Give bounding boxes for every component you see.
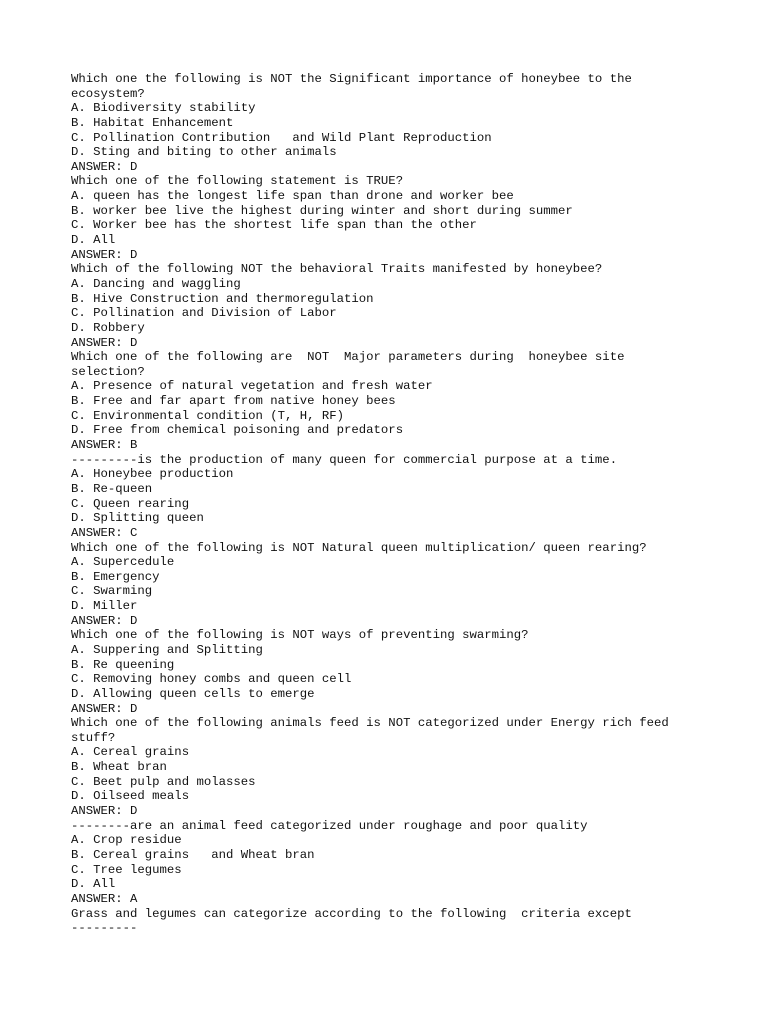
text-line: ANSWER: D — [71, 804, 138, 819]
text-line: C. Queen rearing — [71, 496, 190, 511]
text-line: C. Tree legumes — [71, 862, 182, 877]
text-line: ANSWER: D — [71, 701, 138, 716]
text-line: B. Free and far apart from native honey bees — [71, 394, 396, 409]
text-line: B. Hive Construction and thermoregulation — [71, 291, 374, 306]
text-line: A. Supercedule — [71, 555, 175, 570]
text-line: A. Cereal grains — [71, 745, 190, 760]
text-line: A. Presence of natural vegetation and fresh water — [71, 379, 433, 394]
text-line: D. Sting and biting to other animals — [71, 145, 337, 160]
text-line: selection? — [71, 364, 145, 379]
text-line: A. queen has the longest life span than drone and worker bee — [71, 189, 514, 204]
text-line: C. Swarming — [71, 584, 153, 599]
text-line: stuff? — [71, 730, 116, 745]
document-body — [71, 72, 711, 936]
text-line: B. Re-queen — [71, 481, 153, 496]
text-line: Which one of the following statement is TRUE? — [71, 174, 404, 189]
text-line: C. Beet pulp and molasses — [71, 774, 256, 789]
text-line: A. Suppering and Splitting — [71, 642, 263, 657]
text-line: ANSWER: D — [71, 335, 138, 350]
text-line: A. Crop residue — [71, 833, 182, 848]
text-line: B. Emergency — [71, 569, 160, 584]
text-line: D. All — [71, 877, 116, 892]
text-line: D. All — [71, 233, 116, 248]
text-line: A. Honeybee production — [71, 467, 234, 482]
text-line: Which one of the following is NOT ways of preventing swarming? — [71, 628, 529, 643]
text-line: --------- — [71, 921, 138, 936]
text-line: D. Free from chemical poisoning and predators — [71, 423, 404, 438]
text-line: ecosystem? — [71, 86, 145, 101]
text-line: ---------is the production of many queen for commercial purpose at a time. — [71, 452, 618, 467]
text-line: Which of the following NOT the behavioral Traits manifested by honeybee? — [71, 262, 603, 277]
text-line: ANSWER: A — [71, 891, 138, 906]
text-line: C. Environmental condition (T, H, RF) — [71, 408, 345, 423]
text-line: ANSWER: D — [71, 613, 138, 628]
text-line: C. Removing honey combs and queen cell — [71, 672, 352, 687]
text-line: D. Splitting queen — [71, 511, 204, 526]
text-line: B. Habitat Enhancement — [71, 115, 234, 130]
text-line: Which one of the following are NOT Major parameters during honeybee site — [71, 350, 625, 365]
text-line: A. Biodiversity stability — [71, 101, 256, 116]
text-line: D. Robbery — [71, 320, 145, 335]
text-line: --------are an animal feed categorized under roughage and poor quality — [71, 818, 588, 833]
text-line: Which one the following is NOT the Significant importance of honeybee to the — [71, 72, 632, 86]
text-line: Which one of the following is NOT Natural queen multiplication/ queen rearing? — [71, 540, 647, 555]
text-line: B. Cereal grains and Wheat bran — [71, 847, 315, 862]
text-line: ANSWER: C — [71, 525, 138, 540]
text-line: C. Worker bee has the shortest life span than the other — [71, 218, 477, 233]
text-line: D. Miller — [71, 599, 138, 614]
text-line: D. Allowing queen cells to emerge — [71, 686, 315, 701]
text-line: A. Dancing and waggling — [71, 276, 241, 291]
text-line: Which one of the following animals feed is NOT categorized under Energy rich feed — [71, 716, 669, 731]
text-line: B. Wheat bran — [71, 760, 167, 775]
text-line: D. Oilseed meals — [71, 789, 190, 804]
text-line: Grass and legumes can categorize according to the following criteria except — [71, 906, 632, 921]
text-line: B. Re queening — [71, 657, 175, 672]
text-line: ANSWER: B — [71, 438, 138, 453]
text-line: B. worker bee live the highest during winter and short during summer — [71, 203, 573, 218]
text-line: ANSWER: D — [71, 159, 138, 174]
text-line: C. Pollination and Division of Labor — [71, 306, 337, 321]
text-line: C. Pollination Contribution and Wild Plant Reproduction — [71, 130, 492, 145]
text-line: ANSWER: D — [71, 247, 138, 262]
